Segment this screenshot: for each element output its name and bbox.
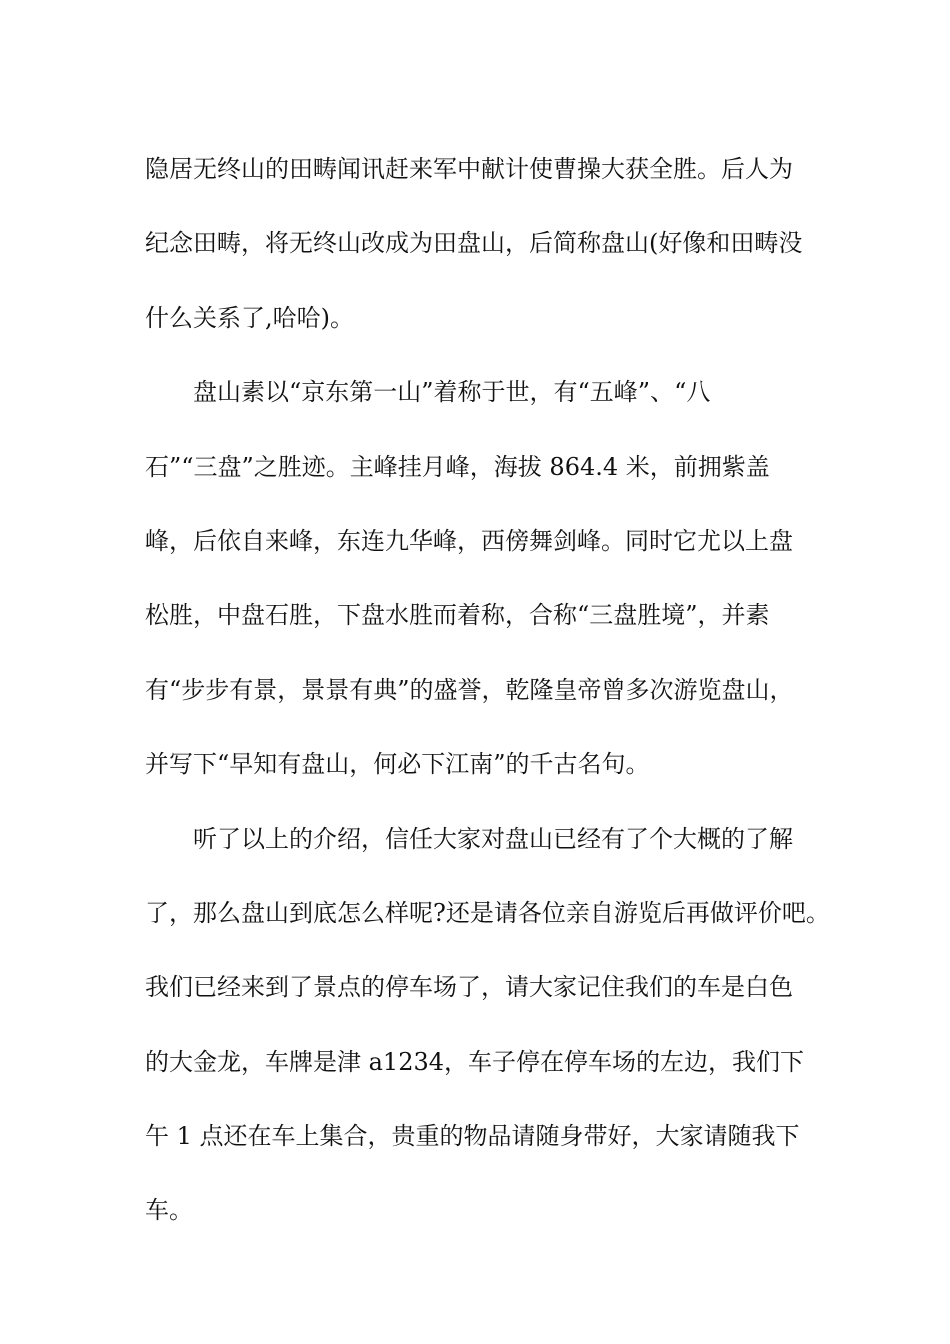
body-text [145,132,830,1248]
text-line: 我们已经来到了景点的停车场了，请大家记住我们的车是白色 [145,973,793,1002]
text-line: 隐居无终山的田畴闻讯赶来军中献计使曹操大获全胜。后人为 [145,155,793,183]
text-line: 什么关系了,哈哈)。 [145,303,354,332]
text-line: 听了以上的介绍，信任大家对盘山已经有了个大概的了解 [145,824,793,853]
text-line: 石”“三盘”之胜迹。主峰挂月峰，海拔 864.4 米，前拥紫盖 [145,452,770,481]
text-line: 了，那么盘山到底怎么样呢?还是请各位亲自游览后再做评价吧。 [145,898,830,927]
text-line: 纪念田畴，将无终山改成为田盘山，后简称盘山(好像和田畴没 [145,229,803,258]
text-line: 盘山素以“京东第一山”着称于世，有“五峰”、“八 [145,378,711,407]
text-line: 的大金龙，车牌是津 a1234，车子停在停车场的左边，我们下 [145,1047,805,1076]
text-line: 有“步步有景，景景有典”的盛誉，乾隆皇帝曾多次游览盘山， [145,675,794,704]
text-line: 峰，后依自来峰，东连九华峰，西傍舞剑峰。同时它尤以上盘 [145,526,793,555]
text-line: 车。 [145,1196,193,1225]
text-line: 松胜，中盘石胜，下盘水胜而着称，合称“三盘胜境”，并素 [145,601,770,630]
text-line: 并写下“早知有盘山，何必下江南”的千古名句。 [145,750,650,779]
text-line: 午 1 点还在车上集合，贵重的物品请随身带好，大家请随我下 [145,1122,800,1151]
